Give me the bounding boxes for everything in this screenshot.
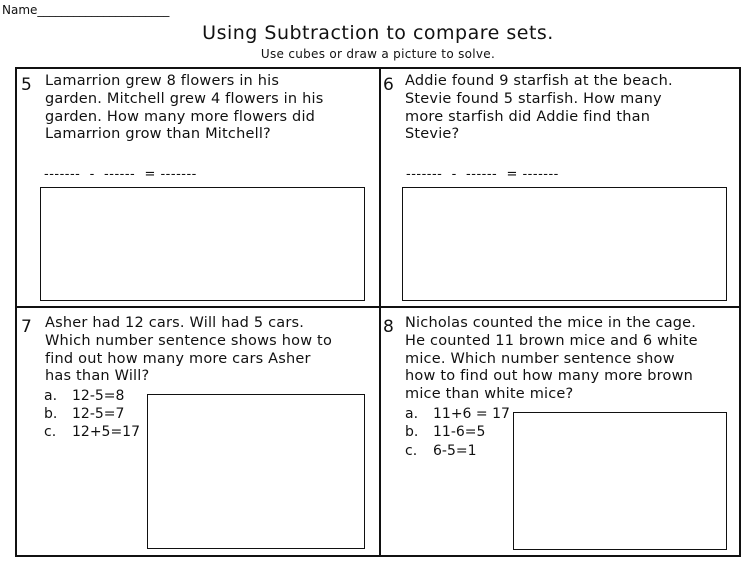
number-sentence-blanks[interactable]: ------- - ------ = ------- — [44, 167, 197, 182]
choice-label: b. — [44, 406, 58, 422]
page-title: Using Subtraction to compare sets. — [202, 22, 554, 44]
choice-label: a. — [405, 406, 419, 422]
answer-choice-b[interactable] — [405, 423, 485, 441]
choice-value: 11-6=5 — [433, 424, 486, 440]
choice-value: 12-5=8 — [72, 388, 125, 404]
choice-value: 12+5=17 — [72, 424, 140, 440]
answer-choice-a[interactable] — [44, 387, 124, 405]
choice-value: 12-5=7 — [72, 406, 125, 422]
problem-8 — [381, 308, 741, 557]
answer-choice-c[interactable] — [44, 423, 140, 441]
answer-choice-c[interactable] — [405, 442, 477, 460]
problem-text: Addie found 9 starfish at the beach. Stevie found 5 starfish. How many more starfish did Addie find than Stevie? — [405, 73, 673, 143]
answer-box[interactable] — [147, 394, 365, 549]
answer-box[interactable] — [402, 187, 727, 301]
problem-text: Nicholas counted the mice in the cage. He counted 11 brown mice and 6 white mice. Which number sentence show how to find out how many more brown mice than white mice? — [405, 315, 698, 403]
choice-value: 6-5=1 — [433, 443, 477, 459]
number-sentence-blanks[interactable]: ------- - ------ = ------- — [406, 167, 559, 182]
problem-number: 5 — [21, 75, 32, 95]
problem-number: 7 — [21, 317, 32, 337]
problem-6 — [381, 69, 741, 306]
answer-box[interactable] — [513, 412, 727, 550]
choice-label: b. — [405, 424, 419, 440]
problem-5 — [17, 69, 379, 306]
problem-text: Asher had 12 cars. Will had 5 cars. Which number sentence shows how to find out how many more cars Asher has than Will? — [45, 315, 333, 385]
problem-number: 8 — [383, 317, 394, 337]
problem-7 — [17, 308, 379, 557]
answer-box[interactable] — [40, 187, 365, 301]
problem-text: Lamarrion grew 8 flowers in his garden. Mitchell grew 4 flowers in his garden. How many more flowers did Lamarrion grow than Mitchell? — [45, 73, 324, 143]
choice-value: 11+6 = 17 — [433, 406, 510, 422]
answer-choice-a[interactable] — [405, 405, 510, 423]
choice-label: a. — [44, 388, 58, 404]
name-line[interactable]: Name______________________ — [2, 3, 170, 17]
page-subtitle: Use cubes or draw a picture to solve. — [260, 47, 496, 61]
problem-number: 6 — [383, 75, 394, 95]
problem-grid — [15, 67, 741, 557]
answer-choice-b[interactable] — [44, 405, 124, 423]
choice-label: c. — [405, 443, 418, 459]
choice-label: c. — [44, 424, 57, 440]
